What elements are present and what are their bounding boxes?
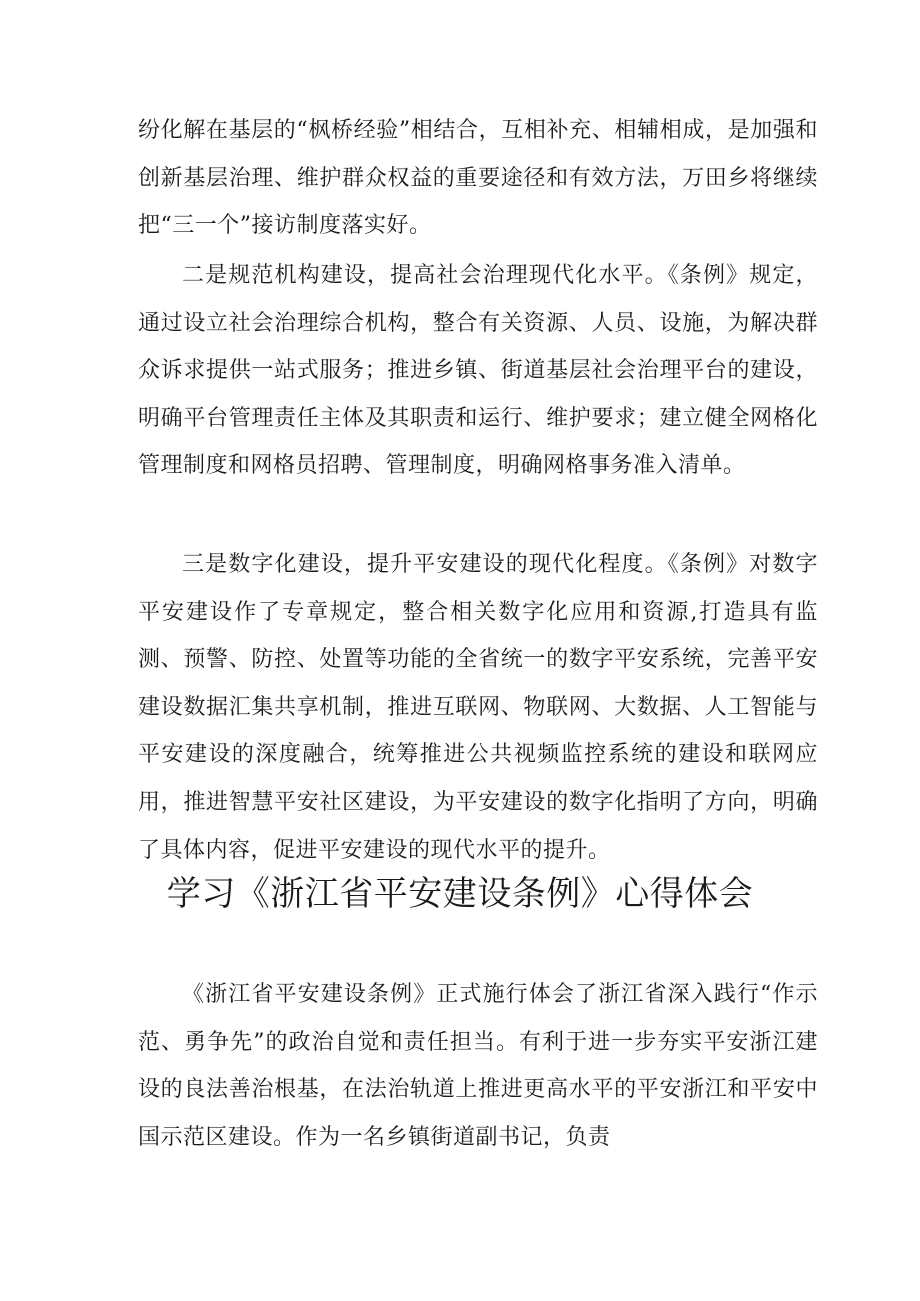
body-paragraph-continued: 纷化解在基层的“枫桥经验”相结合，互相补充、相辅相成，是加强和创新基层治理、维护群众权益的重要途径和有效方法，万田乡将继续把“三一个”接访制度落实好。: [138, 118, 818, 239]
body-paragraph-digital-construction: 三是数字化建设，提升平安建设的现代化程度。《条例》对数字平安建设作了专章规定，整合相关数字化应用和资源,打造具有监测、预警、防控、处置等功能的全省统一的数字平安系统，完善平安建设数据汇集共享机制，推进互联网、物联网、大数据、人工智能与平安建设的深度融合，统筹推进公共视频监控系统的建设和联网应用，推进智慧平安社区建设，为平安建设的数字化指明了方向，明确了具体内容，促进平安建设的现代水平的提升。: [138, 552, 818, 863]
body-paragraph-intro: 《浙江省平安建设条例》正式施行体会了浙江省深入践行“作示范、勇争先”的政治自觉和责任担当。有利于进一步夯实平安浙江建设的良法善治根基，在法治轨道上推进更高水平的平安浙江和平安中国示范区建设。作为一名乡镇街道副书记，负责: [138, 982, 818, 1150]
body-paragraph-institution-building: 二是规范机构建设，提高社会治理现代化水平。《条例》规定，通过设立社会治理综合机构，整合有关资源、人员、设施，为解决群众诉求提供一站式服务；推进乡镇、街道基层社会治理平台的建设，明确平台管理责任主体及其职责和运行、维护要求；建立健全网格化管理制度和网格员招聘、管理制度，明确网格事务准入清单。: [138, 263, 818, 479]
document-title: 学习《浙江省平安建设条例》心得体会: [166, 874, 754, 914]
